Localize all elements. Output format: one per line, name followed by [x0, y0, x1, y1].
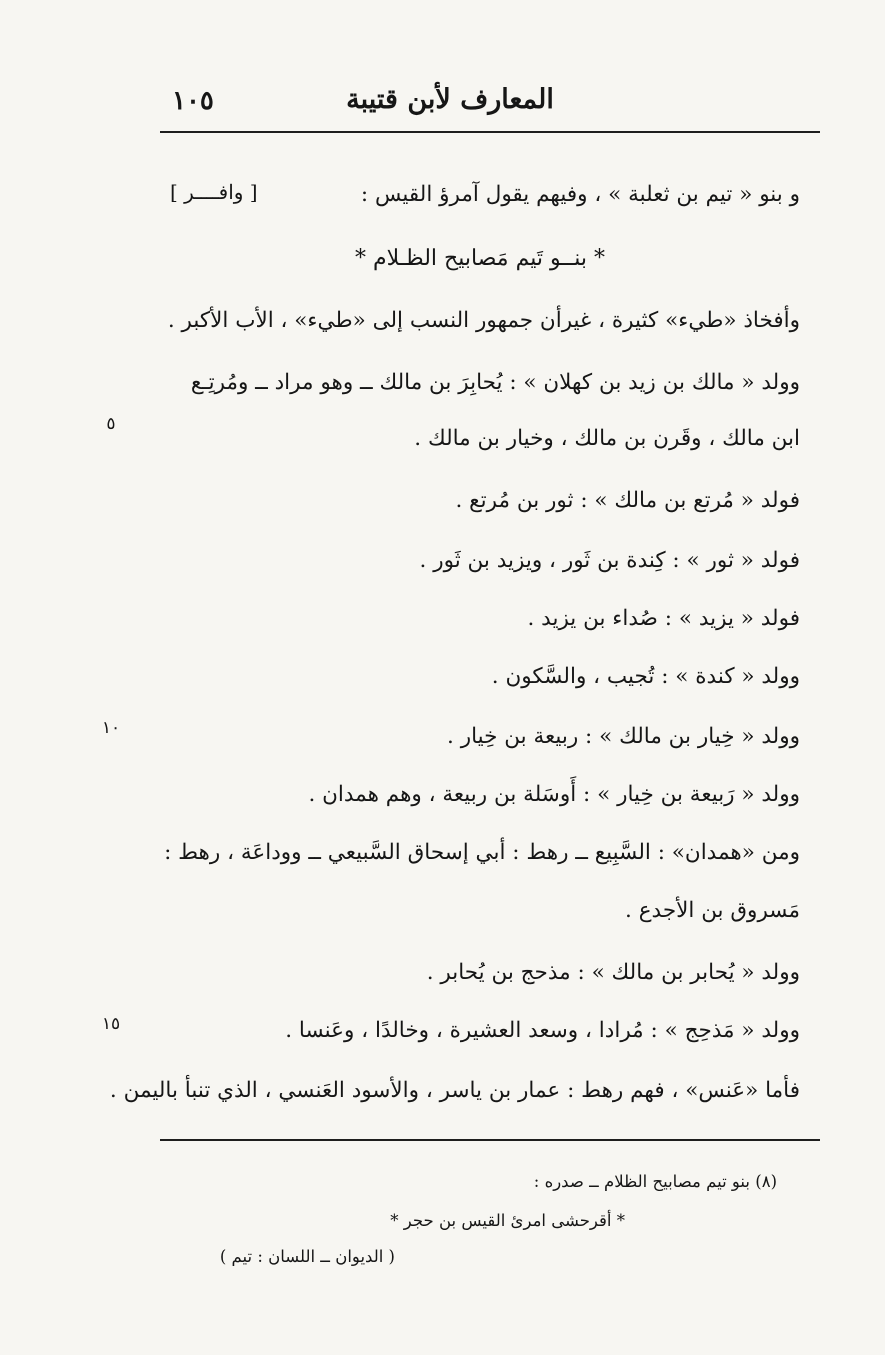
- body-line-8: وولد « كندة » : تُجيب ، والسَّكون .: [491, 664, 800, 689]
- running-header-title: المعارف لأبن قتيبة: [346, 84, 554, 115]
- body-line-9: وولد « خِيار بن مالك » : ربيعة بن خِيار .: [447, 724, 800, 749]
- body-line-6: فولد « ثور » : كِندة بن ثَور ، ويزيد بن ثَور .: [419, 548, 800, 573]
- body-line-15: فأما «عَنس» ، فهم رهط : عمار بن ياسر ، والأسود العَنسي ، الذي تنبأ باليمن .: [109, 1078, 800, 1103]
- footnote-source: ( الديوان ــ اللسان : تيم ): [219, 1247, 395, 1266]
- page-number: ١٠٥: [172, 86, 214, 116]
- margin-line-number: ٥: [106, 414, 116, 434]
- header-rule: [160, 131, 820, 133]
- body-line-1: و بنو « تيم بن ثعلبة » ، وفيهم يقول آمرؤ القيس :: [360, 182, 800, 207]
- margin-line-number: ١٠: [101, 718, 121, 738]
- margin-line-number: ١٥: [101, 1014, 121, 1034]
- poetic-meter-label: [ وافــــر ]: [170, 180, 258, 204]
- footnote-text: (٨) بنو تيم مصابيح الظلام ــ صدره :: [533, 1172, 777, 1191]
- body-line-2: وأفخاذ «طيء» كثيرة ، غيرأن جمهور النسب إلى «طيء» ، الأب الأكبر .: [167, 308, 800, 333]
- body-line-14: وولد « مَذحِج » : مُرادا ، وسعد العشيرة ، وخالدًا ، وعَنسا .: [285, 1018, 800, 1043]
- body-line-3: وولد « مالك بن زيد بن كهلان » : يُحابِرَ بن مالك ــ وهو مراد ــ ومُرتِـع: [190, 370, 800, 395]
- body-line-4: ابن مالك ، وقَرن بن مالك ، وخيار بن مالك .: [414, 426, 800, 451]
- body-line-10: وولد « رَبيعة بن خِيار » : أَوسَلة بن ربيعة ، وهم همدان .: [308, 782, 800, 807]
- body-line-5: فولد « مُرتع بن مالك » : ثور بن مُرتع .: [455, 488, 800, 513]
- body-line-7: فولد « يزيد » : صُداء بن يزيد .: [527, 606, 800, 631]
- footnote-verse: * أقرحشى امرئ القيس بن حجر *: [390, 1211, 625, 1230]
- verse-hemistich: * بنــو تَيم مَصابيح الظـلام *: [355, 246, 605, 271]
- body-line-13: وولد « يُحابر بن مالك » : مذحج بن يُحابر .: [426, 960, 800, 985]
- footnote-rule: [160, 1139, 820, 1141]
- body-line-12: مَسروق بن الأجدع .: [625, 898, 800, 923]
- body-line-11: ومن «همدان» : السَّبِيع ــ رهط : أبي إسحاق السَّبيعي ــ ووداعَة ، رهط :: [164, 840, 800, 865]
